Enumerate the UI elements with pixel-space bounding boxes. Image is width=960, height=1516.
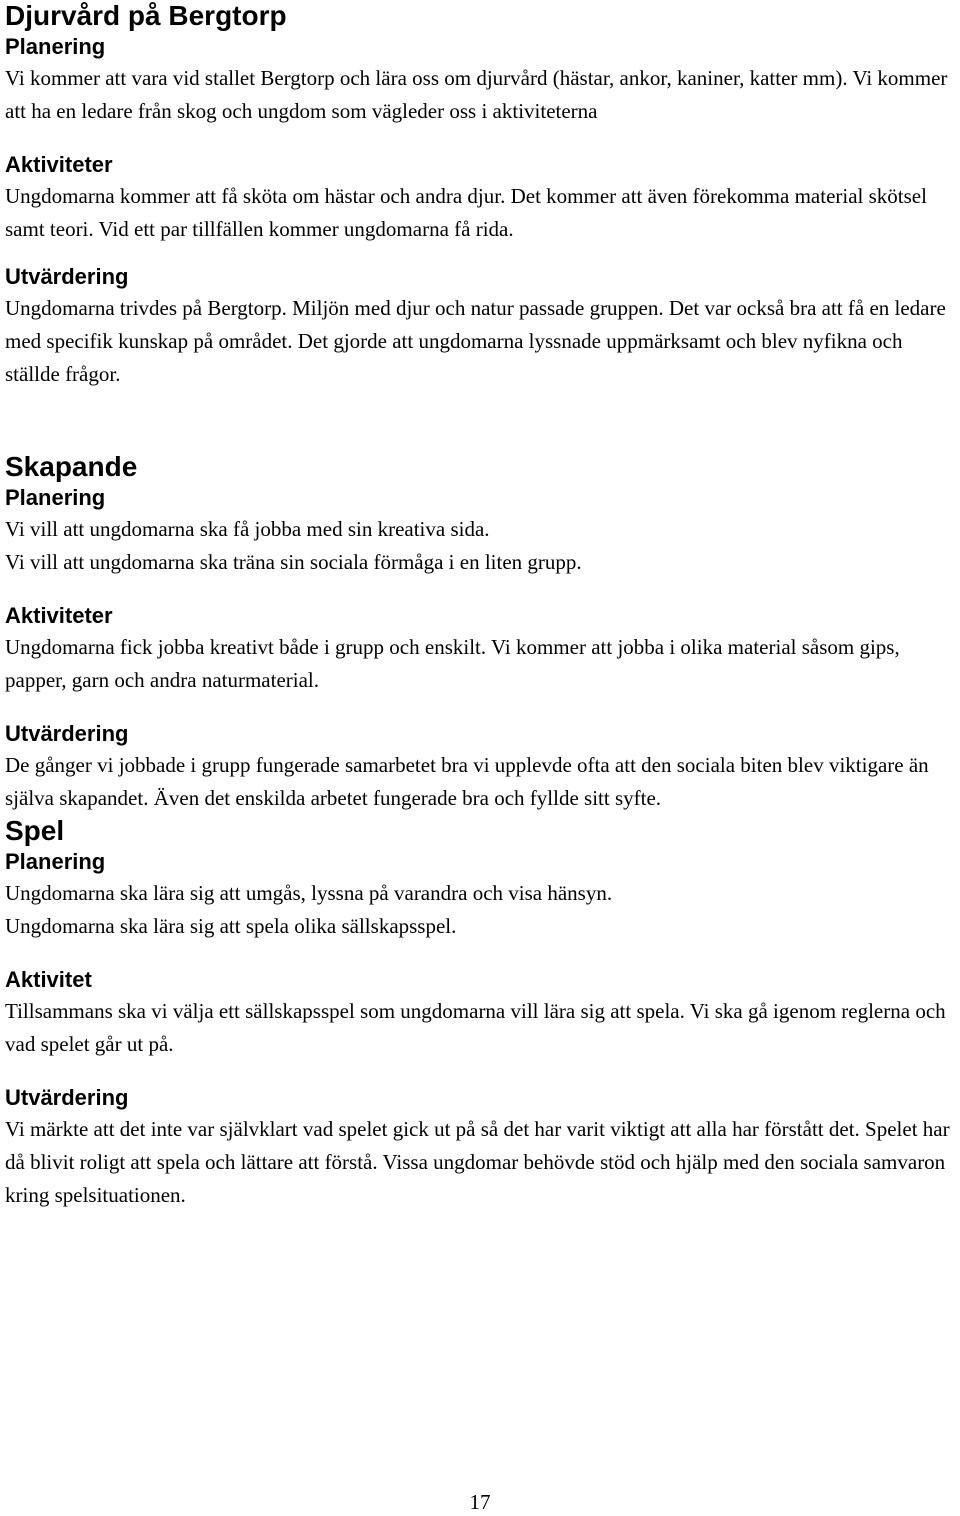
planering-heading: Planering — [5, 34, 106, 59]
utvardering-heading: Utvärdering — [5, 264, 129, 289]
utvardering-text: De gånger vi jobbade i grupp fungerade samarbetet bra vi upplevde ofta att den sociala biten blev viktigare än själva skapandet. Även det enskilda arbetet fungerade bra och fyllde sitt syfte. — [5, 753, 929, 810]
planering-line: Ungdomarna ska lära sig att umgås, lyssna på varandra och visa hänsyn. — [5, 881, 613, 905]
section-skapande — [5, 451, 955, 815]
aktivitet-heading: Aktivitet — [5, 967, 92, 992]
aktiviteter-heading: Aktiviteter — [5, 603, 113, 628]
section-title: Spel — [5, 815, 65, 846]
aktiviteter-heading: Aktiviteter — [5, 152, 113, 177]
document-page — [5, 0, 955, 1212]
planering-line: Vi vill att ungdomarna ska få jobba med sin kreativa sida. — [5, 517, 490, 541]
utvardering-text: Vi märkte att det inte var självklart vad spelet gick ut på så det har varit viktigt att alla har förstått det. Spelet har då blivit roligt att spela och lättare att förstå. Vissa ungdomar behövde stöd och hjälp med den sociala samvaron kring spelsituationen. — [5, 1117, 950, 1207]
section-title: Djurvård på Bergtorp — [5, 0, 287, 31]
planering-heading: Planering — [5, 849, 106, 874]
utvardering-heading: Utvärdering — [5, 1085, 129, 1110]
utvardering-text: Ungdomarna trivdes på Bergtorp. Miljön med djur och natur passade gruppen. Det var också bra att få en ledare med specifik kunskap på området. Det gjorde att ungdomarna lyssnade uppmärksamt och blev nyfikna och ställde frågor. — [5, 296, 946, 386]
page-number: 17 — [469, 1490, 491, 1514]
section-djurvard — [5, 0, 955, 391]
section-spel — [5, 815, 955, 1212]
aktiviteter-text: Ungdomarna kommer att få sköta om hästar och andra djur. Det kommer att även förekomma material skötsel samt teori. Vid ett par tillfällen kommer ungdomarna få rida. — [5, 184, 927, 241]
aktiviteter-text: Ungdomarna fick jobba kreativt både i grupp och enskilt. Vi kommer att jobba i olika material såsom gips, papper, garn och andra naturmaterial. — [5, 635, 900, 692]
planering-line: Ungdomarna ska lära sig att spela olika sällskapsspel. — [5, 914, 457, 938]
utvardering-heading: Utvärdering — [5, 721, 129, 746]
planering-line: Vi vill att ungdomarna ska träna sin sociala förmåga i en liten grupp. — [5, 550, 582, 574]
section-title: Skapande — [5, 451, 138, 482]
planering-heading: Planering — [5, 485, 106, 510]
planering-text: Vi kommer att vara vid stallet Bergtorp och lära oss om djurvård (hästar, ankor, kaniner, katter mm). Vi kommer att ha en ledare från skog och ungdom som vägleder oss i aktiviteterna — [5, 66, 948, 123]
aktivitet-text: Tillsammans ska vi välja ett sällskapsspel som ungdomarna vill lära sig att spela. Vi ska gå igenom reglerna och vad spelet går ut på. — [5, 999, 946, 1056]
